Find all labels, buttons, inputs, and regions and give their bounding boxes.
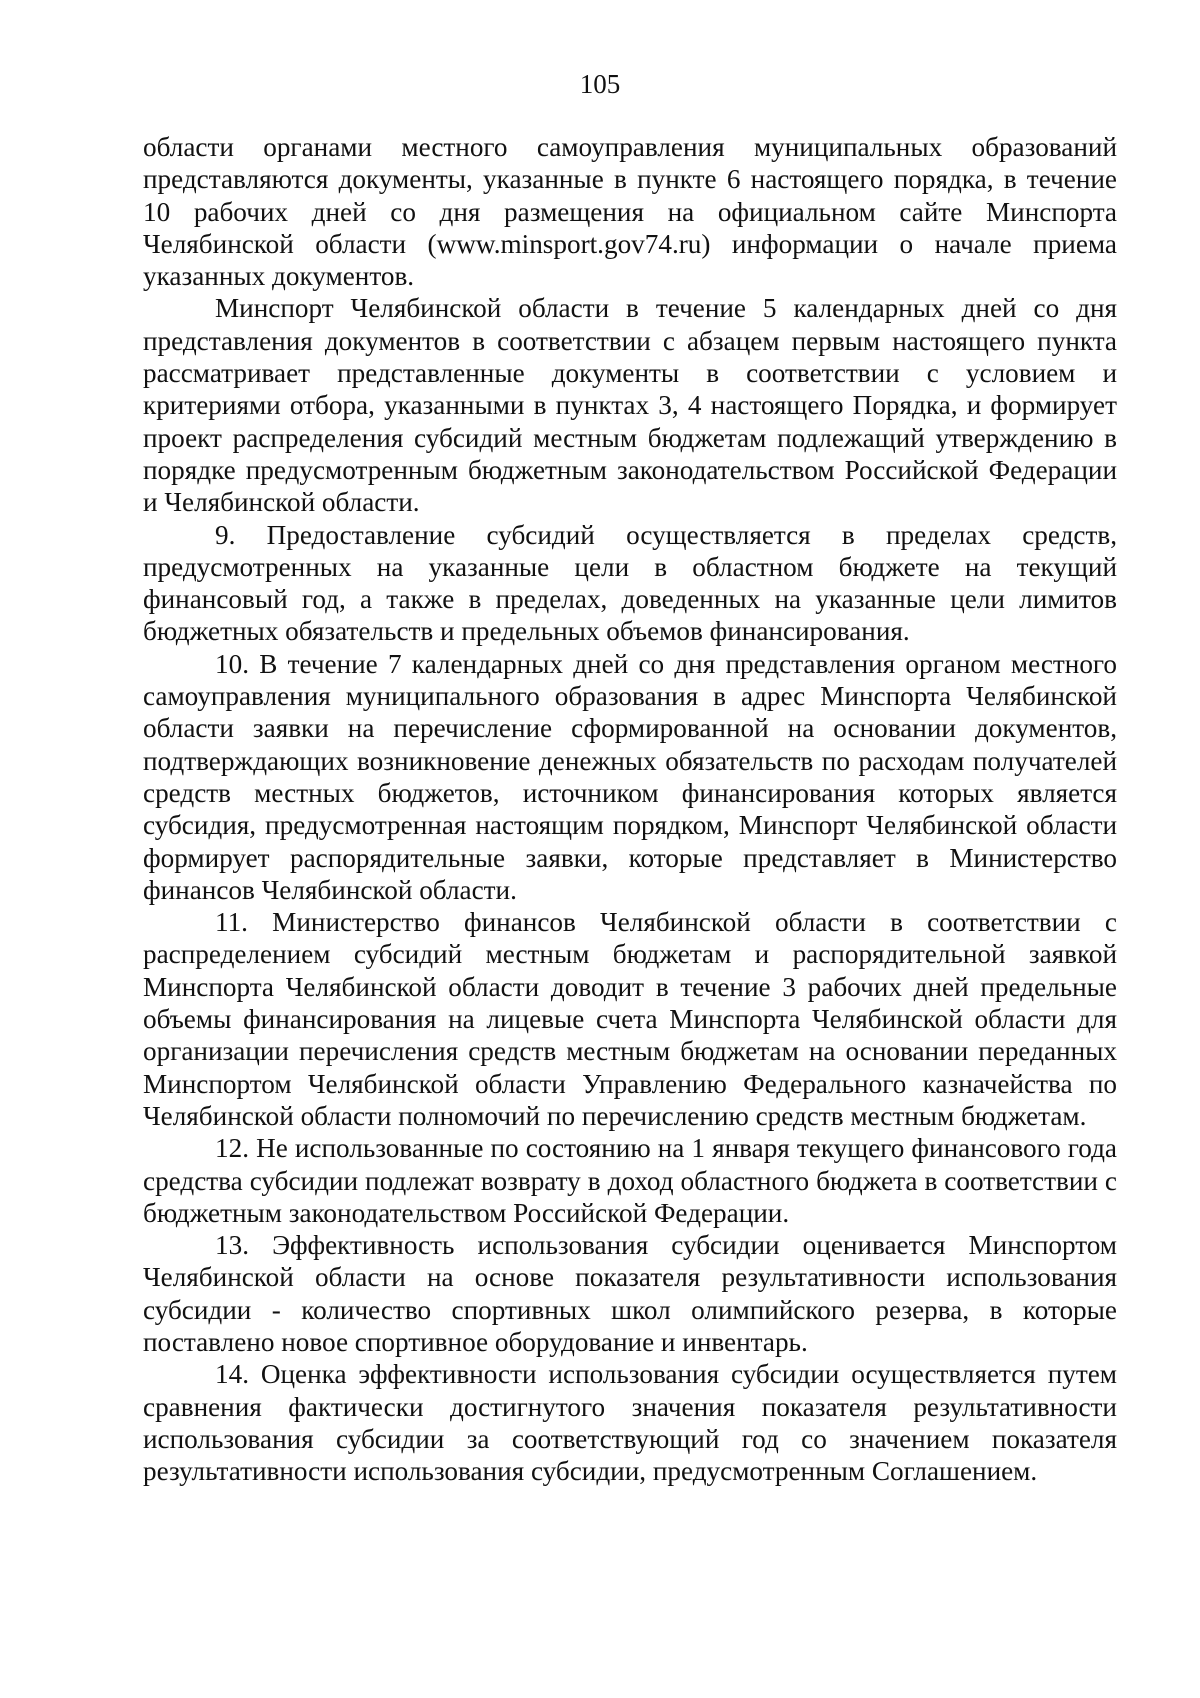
paragraph-item-10: 10. В течение 7 календарных дней со дня представления органом местного самоуправления муниципального образования в адрес Минспорта Челябинской области заявки на перечисление сформированной на основании документов, подтверждающих возникновение денежных обязательств по расходам получателей средств местных бюджетов, источником финансирования которых является субсидия, предусмотренная настоящим порядком, Минспорт Челябинской области формирует распорядительные заявки, которые представляет в Министерство финансов Челябинской области. [143, 648, 1117, 905]
paragraph-item-12: 12. Не использованные по состоянию на 1 января текущего финансового года средства субсидии подлежат возврату в доход областного бюджета в соответствии с бюджетным законодательством Российской Федерации. [143, 1133, 1117, 1228]
paragraph-review-period: Минспорт Челябинской области в течение 5 календарных дней со дня представления документов в соответствии с абзацем первым настоящего пункта рассматривает представленные документы в соответствии с условием и критериями отбора, указанными в пунктах 3, 4 настоящего Порядка, и формирует проект распределения субсидий местным бюджетам подлежащий утверждению в порядке предусмотренным бюджетным законодательством Российской Федерации и Челябинской области. [143, 293, 1117, 518]
document-body [143, 131, 1117, 1487]
paragraph-item-11: 11. Министерство финансов Челябинской области в соответствии с распределением субсидий местным бюджетам и распорядительной заявкой Минспорта Челябинской области доводит в течение 3 рабочих дней предельные объемы финансирования на лицевые счета Минспорта Челябинской области для организации перечисления средств местным бюджетам на основании переданных Минспортом Челябинской области Управлению Федерального казначейства по Челябинской области полномочий по перечислению средств местным бюджетам. [143, 907, 1117, 1131]
paragraph-item-13: 13. Эффективность использования субсидии оценивается Минспортом Челябинской области на основе показателя результативности использования субсидии - количество спортивных школ олимпийского резерва, в которые поставлено новое спортивное оборудование и инвентарь. [143, 1230, 1117, 1357]
paragraph-item-14: 14. Оценка эффективности использования субсидии осуществляется путем сравнения фактически достигнутого значения показателя результативности использования субсидии за соответствующий год со значением показателя результативности использования субсидии, предусмотренным Соглашением. [143, 1359, 1117, 1487]
paragraph-item-9: 9. Предоставление субсидий осуществляется в пределах средств, предусмотренных на указанные цели в областном бюджете на текущий финансовый год, а также в пределах, доведенных на указанные цели лимитов бюджетных обязательств и предельных объемов финансирования. [143, 519, 1117, 647]
paragraph-continuation: области органами местного самоуправления муниципальных образований представляются документы, указанные в пункте 6 настоящего порядка, в течение 10 рабочих дней со дня размещения на официальном сайте Минспорта Челябинской области (www.minsport.gov74.ru) информации о начале приема указанных документов. [143, 132, 1117, 292]
page-number: 105 [579, 69, 621, 99]
